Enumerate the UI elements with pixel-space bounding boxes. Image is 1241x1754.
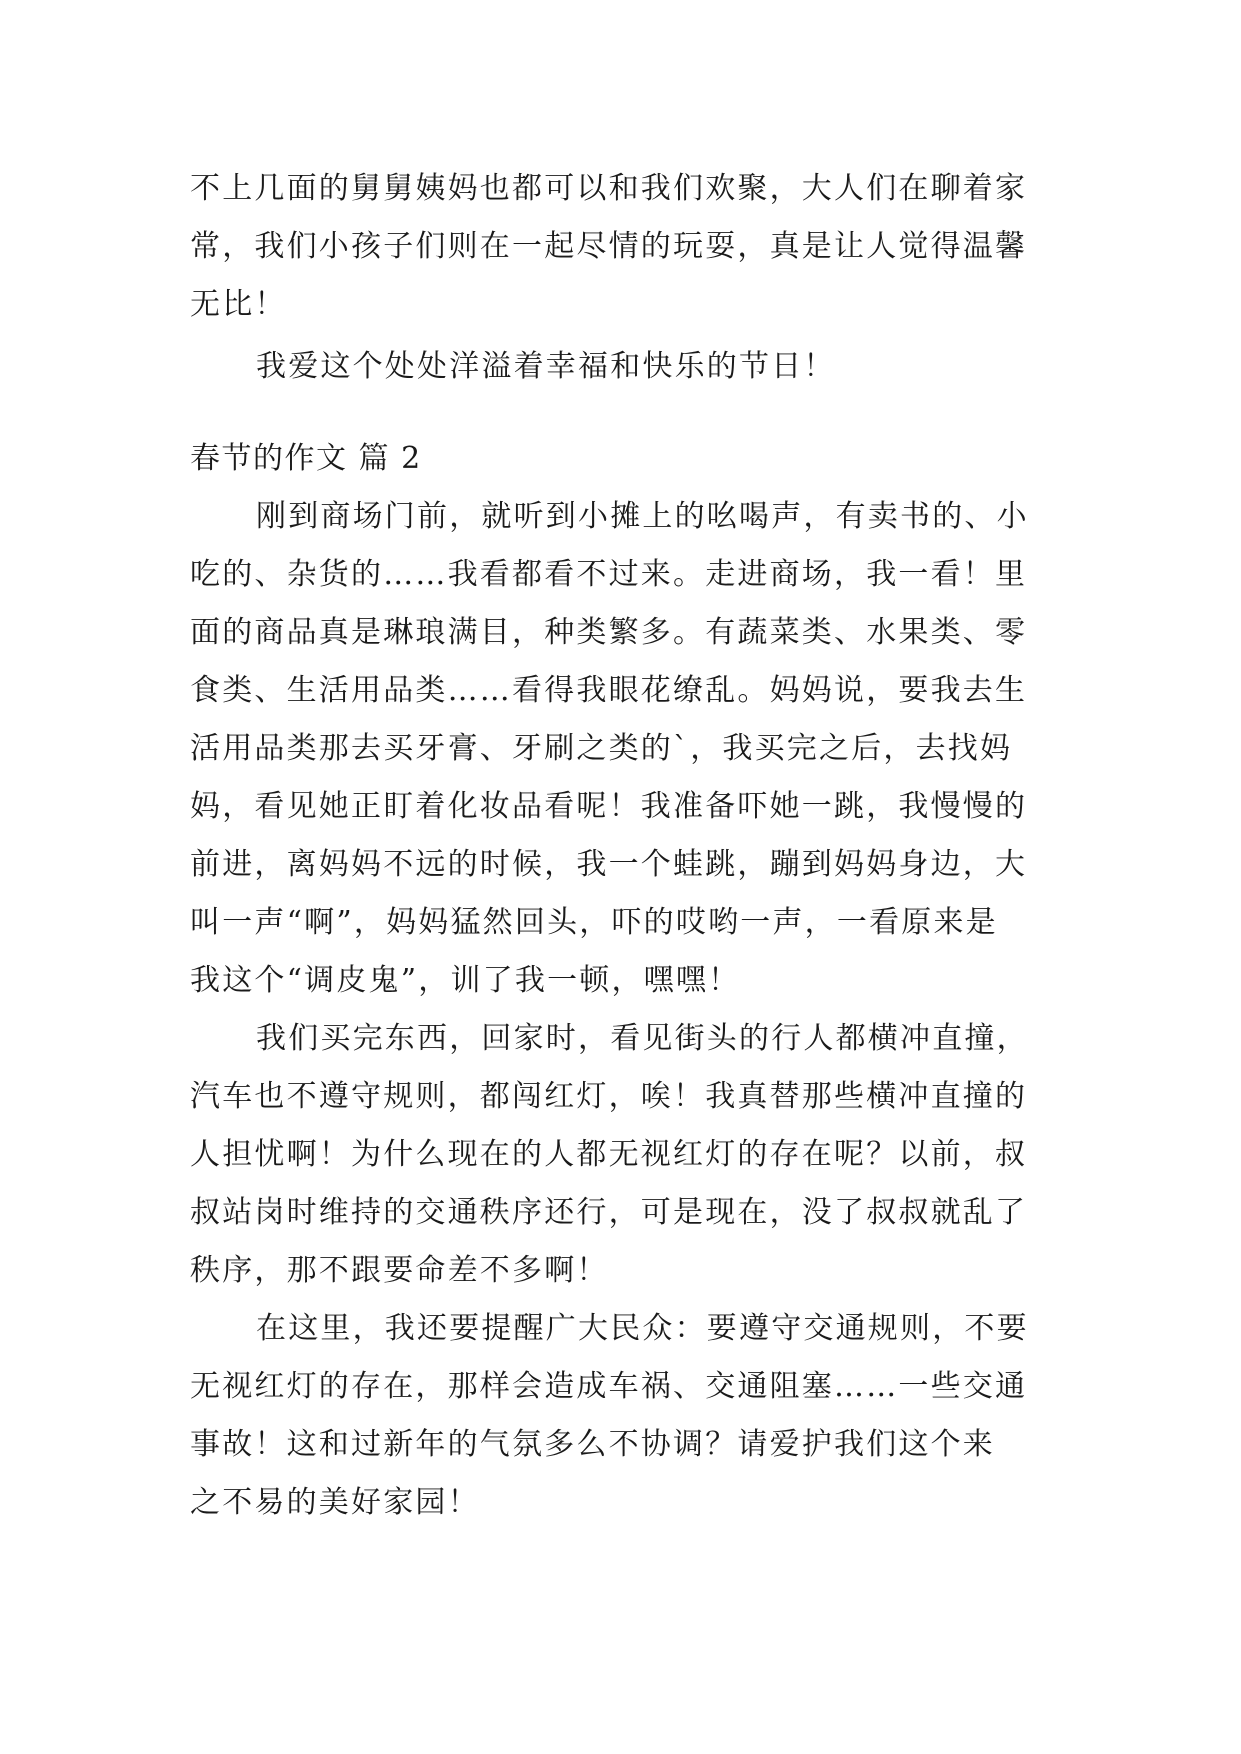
text-line: 秩序，那不跟要命差不多啊！ <box>190 1253 609 1288</box>
text-line: 活用品类那去买牙膏、牙刷之类的`，我买完之后，去找妈 <box>190 731 1013 766</box>
paragraph-1 <box>190 488 1060 1010</box>
text-line: 事故！这和过新年的气氛多么不协调？请爱护我们这个来 <box>190 1427 995 1462</box>
paragraph-3 <box>190 1300 1060 1532</box>
intro-closing-paragraph <box>190 338 1060 396</box>
text-line: 前进，离妈妈不远的时候，我一个蛙跳，蹦到妈妈身边，大 <box>190 847 1028 882</box>
text-line: 我爱这个处处洋溢着幸福和快乐的节日！ <box>256 349 836 384</box>
text-line: 在这里，我还要提醒广大民众：要遵守交通规则，不要 <box>256 1311 1029 1346</box>
text-line: 叫一声“啊”，妈妈猛然回头，吓的哎哟一声，一看原来是 <box>190 905 998 940</box>
text-line: 叔站岗时维持的交通秩序还行，可是现在，没了叔叔就乱了 <box>190 1195 1028 1230</box>
text-line: 不上几面的舅舅姨妈也都可以和我们欢聚，大人们在聊着家 <box>190 171 1028 206</box>
document-body <box>190 160 1060 1532</box>
text-line: 汽车也不遵守规则，都闯红灯，唉！我真替那些横冲直撞的 <box>190 1079 1028 1114</box>
text-line: 吃的、杂货的……我看都看不过来。走进商场，我一看！里 <box>190 557 1028 592</box>
section-gap <box>190 396 1060 430</box>
text-line: 常，我们小孩子们则在一起尽情的玩耍，真是让人觉得温馨 <box>190 229 1028 264</box>
text-line: 妈，看见她正盯着化妆品看呢！我准备吓她一跳，我慢慢的 <box>190 789 1028 824</box>
text-line: 无比！ <box>190 287 287 322</box>
text-line: 无视红灯的存在，那样会造成车祸、交通阻塞……一些交通 <box>190 1369 1028 1404</box>
text-line: 之不易的美好家园！ <box>190 1485 480 1520</box>
text-line: 面的商品真是琳琅满目，种类繁多。有蔬菜类、水果类、零 <box>190 615 1028 650</box>
section-heading: 春节的作文 篇 2 <box>190 441 422 476</box>
intro-paragraph <box>190 160 1060 334</box>
text-line: 我这个“调皮鬼”，训了我一顿，嘿嘿！ <box>190 963 741 998</box>
paragraph-2 <box>190 1010 1060 1300</box>
text-line: 刚到商场门前，就听到小摊上的吆喝声，有卖书的、小 <box>256 499 1029 534</box>
text-line: 人担忧啊！为什么现在的人都无视红灯的存在呢？以前，叔 <box>190 1137 1028 1172</box>
text-line: 我们买完东西，回家时，看见街头的行人都横冲直撞， <box>256 1021 1029 1056</box>
text-line: 食类、生活用品类……看得我眼花缭乱。妈妈说，要我去生 <box>190 673 1028 708</box>
